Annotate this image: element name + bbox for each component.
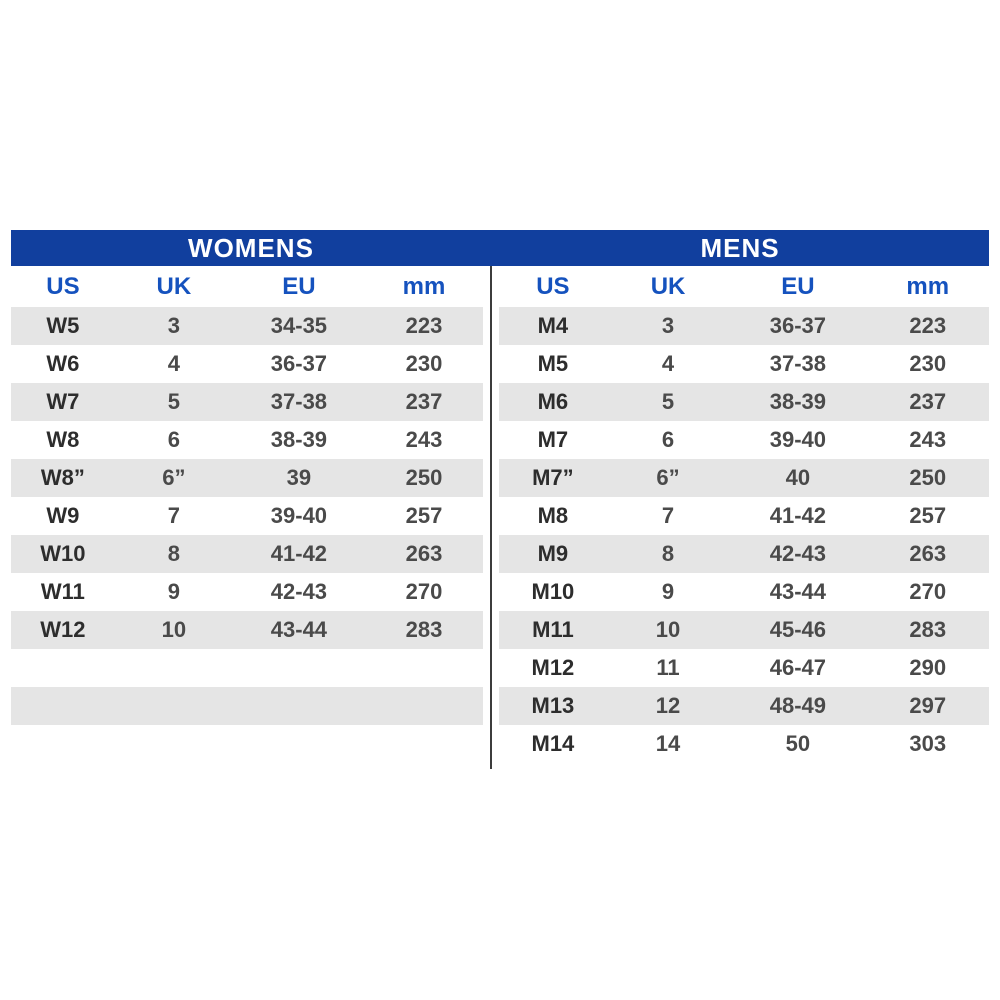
column-header-row	[11, 266, 483, 307]
cell: 10	[161, 617, 187, 642]
table-row	[11, 421, 483, 459]
cell: W8	[46, 427, 80, 452]
cell: 34-35	[270, 313, 328, 338]
cell: 257	[909, 503, 947, 528]
cell: W12	[40, 617, 86, 642]
cell: W7	[46, 389, 80, 414]
column-header-mm: mm	[906, 273, 950, 300]
cell: 12	[655, 693, 681, 718]
cell	[11, 649, 115, 687]
table-row	[11, 611, 483, 649]
column-header-mm: mm	[402, 273, 446, 300]
cell: 230	[909, 351, 947, 376]
cell: M13	[531, 693, 575, 718]
column-header-us: US	[46, 273, 80, 300]
mens-section-title: MENS	[700, 233, 780, 263]
cell: 40	[785, 465, 811, 490]
cell: 6”	[162, 465, 186, 490]
table-row	[499, 573, 989, 611]
cell: 48-49	[769, 693, 827, 718]
cell: 45-46	[769, 617, 827, 642]
table-row	[499, 497, 989, 535]
cell: W5	[46, 313, 80, 338]
cell: 270	[909, 579, 947, 604]
cell: W8”	[40, 465, 85, 490]
cell: M6	[537, 389, 569, 414]
table-divider	[490, 266, 492, 769]
womens-section-title: WOMENS	[188, 233, 314, 263]
cell: 263	[405, 541, 443, 566]
table-row	[499, 421, 989, 459]
cell: 270	[405, 579, 443, 604]
cell: M14	[531, 731, 575, 756]
cell: 4	[167, 351, 180, 376]
cell: 14	[655, 731, 681, 756]
cell: 39-40	[270, 503, 328, 528]
cell: M9	[537, 541, 569, 566]
cell: W6	[46, 351, 80, 376]
cell: 42-43	[270, 579, 328, 604]
table-row	[499, 383, 989, 421]
cell: 7	[167, 503, 180, 528]
cell: M10	[531, 579, 575, 604]
cell: 6”	[656, 465, 680, 490]
table-row	[499, 687, 989, 725]
table-row	[11, 383, 483, 421]
cell: M7	[537, 427, 569, 452]
table-row	[11, 497, 483, 535]
cell: 5	[167, 389, 180, 414]
cell: 3	[167, 313, 180, 338]
cell: 8	[167, 541, 180, 566]
cell: 43-44	[769, 579, 827, 604]
table-row	[499, 649, 989, 687]
table-row	[499, 307, 989, 345]
tables-area	[11, 266, 989, 763]
table-row	[11, 573, 483, 611]
cell: 41-42	[769, 503, 827, 528]
cell: 9	[661, 579, 675, 604]
cell: M7”	[532, 465, 574, 490]
cell: 11	[656, 655, 680, 680]
cell: 263	[909, 541, 947, 566]
cell: 41-42	[270, 541, 328, 566]
table-row	[11, 535, 483, 573]
mens-table	[499, 266, 989, 763]
table-row	[499, 345, 989, 383]
table-row	[11, 307, 483, 345]
cell: W11	[40, 579, 85, 604]
cell: 37-38	[769, 351, 827, 376]
table-row	[499, 725, 989, 763]
cell: 39-40	[769, 427, 827, 452]
table-row	[11, 345, 483, 383]
cell: 243	[909, 427, 947, 452]
cell: 297	[909, 693, 947, 718]
cell: 283	[405, 617, 443, 642]
cell: 43-44	[270, 617, 328, 642]
column-header-uk: UK	[650, 273, 686, 300]
column-header-us: US	[536, 273, 570, 300]
table-row	[499, 459, 989, 497]
cell: 257	[405, 503, 443, 528]
cell: 223	[909, 313, 947, 338]
cell: M5	[537, 351, 569, 376]
cell: 38-39	[270, 427, 328, 452]
chart-container	[11, 230, 989, 763]
cell: 46-47	[769, 655, 827, 680]
empty-table-row	[11, 687, 483, 725]
cell: 3	[661, 313, 675, 338]
divider-column	[483, 266, 499, 763]
cell	[365, 687, 483, 725]
cell: 39	[286, 465, 312, 490]
cell: 4	[661, 351, 675, 376]
cell: 7	[661, 503, 675, 528]
cell	[115, 649, 233, 687]
cell: 6	[167, 427, 180, 452]
column-header-uk: UK	[156, 273, 192, 300]
cell: 283	[909, 617, 947, 642]
cell: 6	[661, 427, 675, 452]
cell: 38-39	[769, 389, 827, 414]
title-bar	[11, 230, 989, 266]
table-row	[499, 535, 989, 573]
cell: 5	[661, 389, 675, 414]
table-row	[499, 611, 989, 649]
cell: 36-37	[769, 313, 827, 338]
cell: 243	[405, 427, 443, 452]
cell: 250	[909, 465, 947, 490]
cell: 223	[405, 313, 443, 338]
cell: 9	[167, 579, 180, 604]
womens-table	[11, 266, 483, 725]
cell	[233, 687, 365, 725]
cell: 237	[405, 389, 443, 414]
cell	[365, 649, 483, 687]
cell: 8	[661, 541, 675, 566]
cell: 303	[909, 731, 947, 756]
cell: 42-43	[769, 541, 827, 566]
cell: 10	[655, 617, 681, 642]
cell: 230	[405, 351, 443, 376]
cell	[115, 687, 233, 725]
table-row	[11, 459, 483, 497]
column-header-eu: EU	[282, 273, 316, 300]
cell: M4	[537, 313, 569, 338]
cell: 250	[405, 465, 443, 490]
column-header-row	[499, 266, 989, 307]
cell: W9	[46, 503, 80, 528]
cell: 237	[909, 389, 947, 414]
empty-table-row	[11, 649, 483, 687]
cell: M8	[537, 503, 569, 528]
cell: M11	[532, 617, 574, 642]
cell: M12	[531, 655, 575, 680]
column-header-eu: EU	[781, 273, 815, 300]
cell: 50	[785, 731, 811, 756]
cell: 36-37	[270, 351, 328, 376]
cell: 290	[909, 655, 947, 680]
cell: 37-38	[270, 389, 328, 414]
cell: W10	[40, 541, 86, 566]
cell	[233, 649, 365, 687]
cell	[11, 687, 115, 725]
